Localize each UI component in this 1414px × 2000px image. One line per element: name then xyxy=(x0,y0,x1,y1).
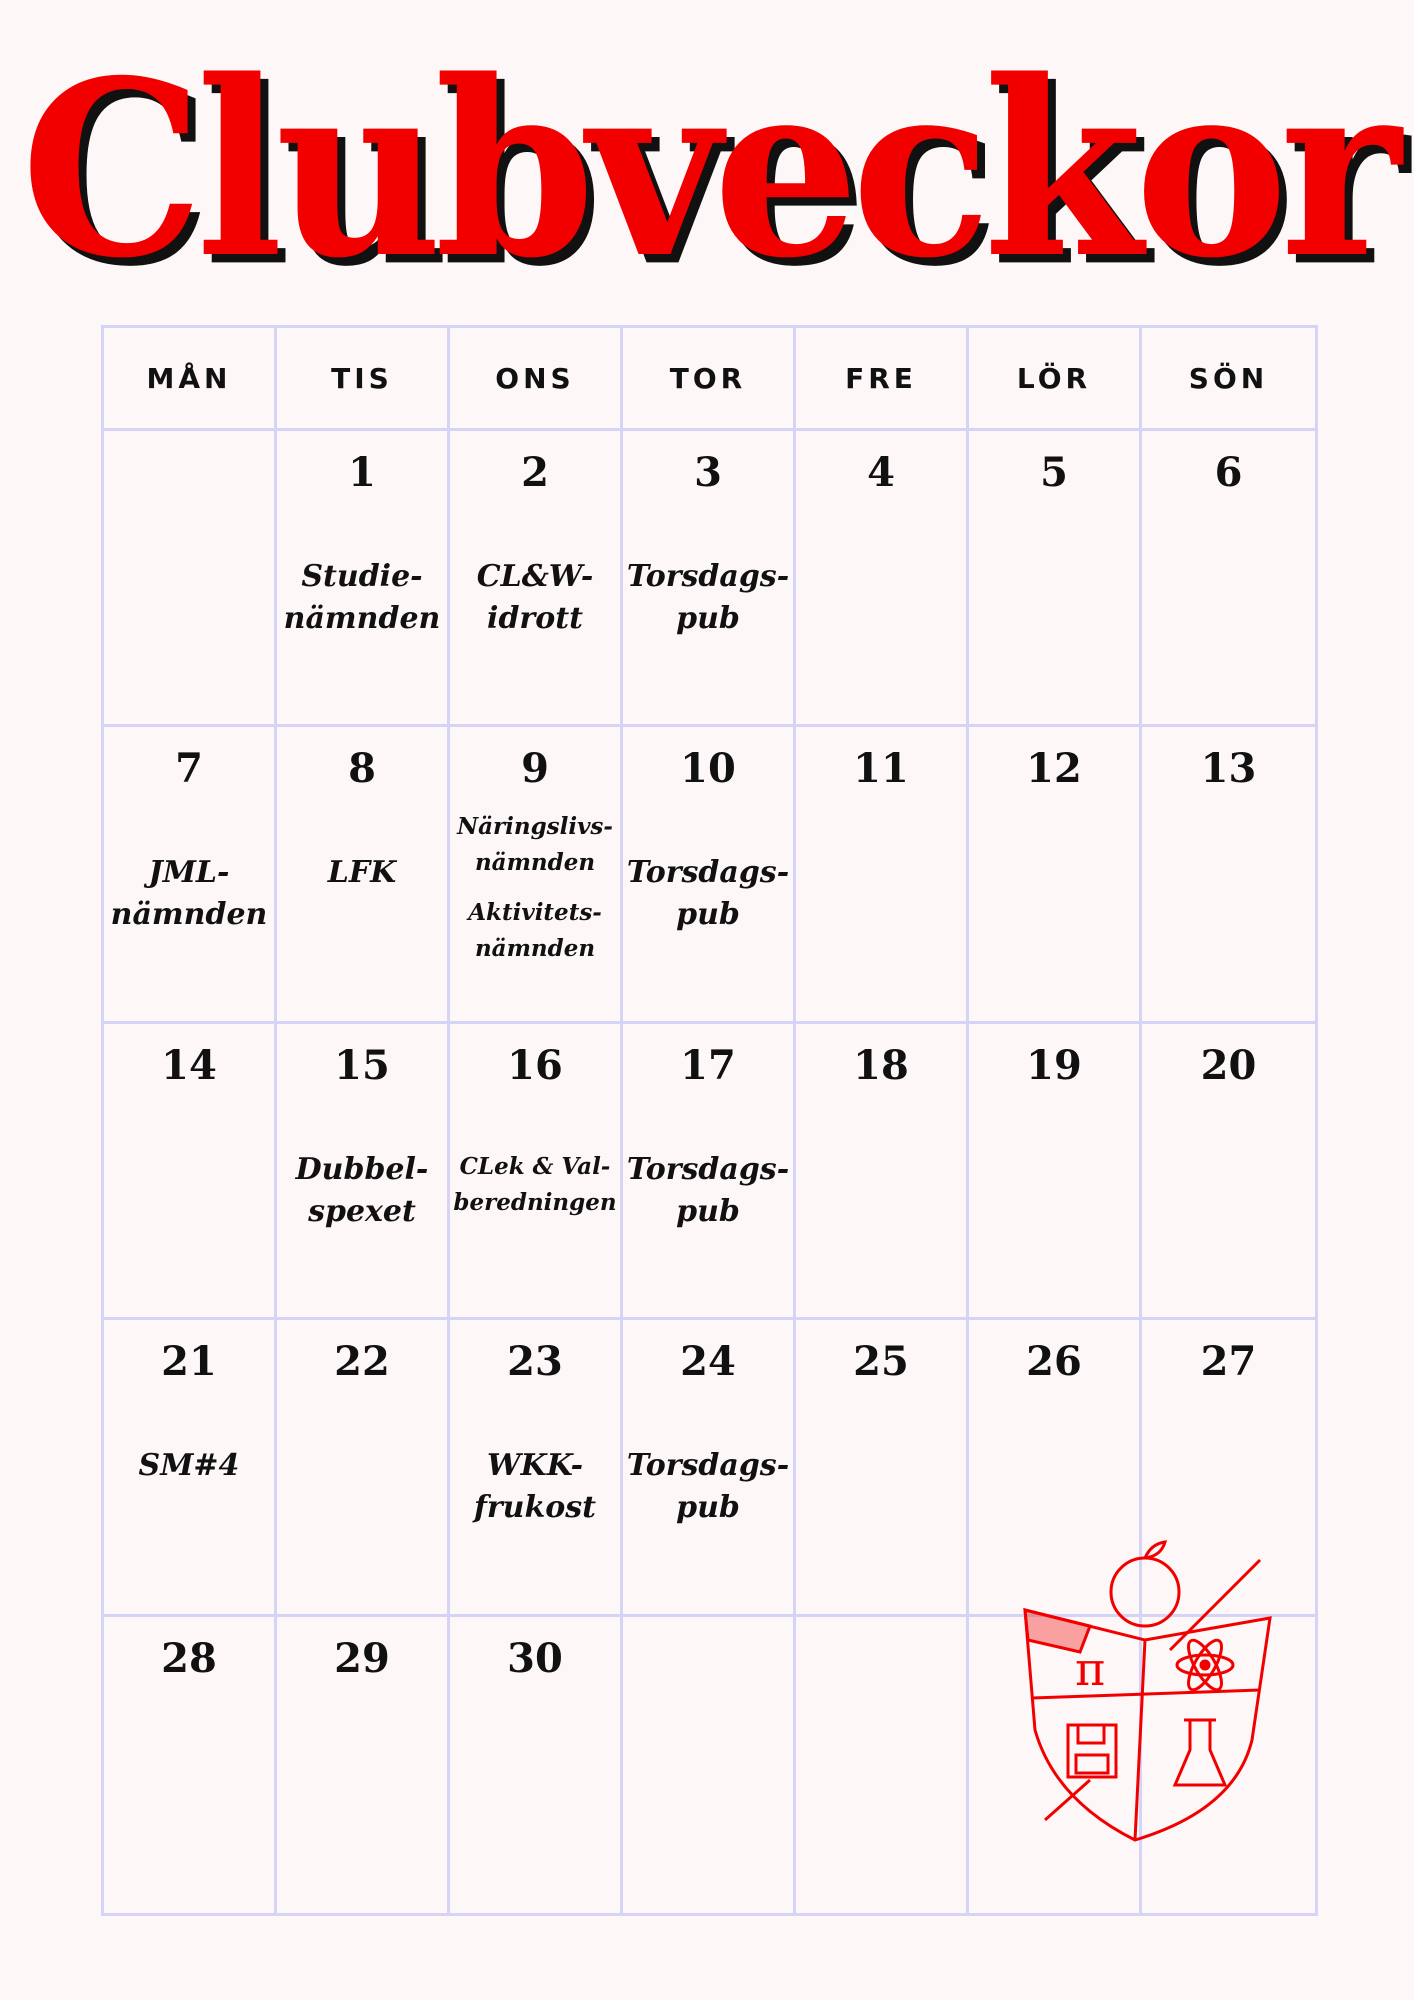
day-number: 16 xyxy=(507,1041,563,1089)
day-number: 5 xyxy=(1040,449,1068,496)
day-cell[interactable] xyxy=(1142,727,1315,1023)
day-cell[interactable] xyxy=(450,1024,623,1320)
event-list xyxy=(623,556,793,640)
day-number: 7 xyxy=(175,745,203,793)
day-cell[interactable] xyxy=(623,727,796,1023)
event-label: LFK xyxy=(327,855,397,891)
day-cell[interactable] xyxy=(104,1320,277,1616)
day-cell[interactable] xyxy=(450,1320,623,1616)
pencil-icon xyxy=(1170,1560,1260,1650)
event-label: Näringslivs- nämnden xyxy=(457,813,613,877)
day-cell[interactable] xyxy=(277,1617,450,1913)
flask-icon xyxy=(1175,1720,1225,1785)
event-list xyxy=(623,852,793,936)
day-cell[interactable] xyxy=(450,431,623,727)
pi-icon: π xyxy=(1075,1642,1106,1696)
day-cell[interactable] xyxy=(623,1024,796,1320)
weekday-header: LÖR xyxy=(969,328,1142,431)
day-cell[interactable] xyxy=(623,431,796,727)
event-list xyxy=(277,556,447,640)
day-number: 25 xyxy=(853,1338,909,1386)
floppy-disk-icon xyxy=(1068,1725,1116,1777)
page-title: Clubveckor xyxy=(20,28,1394,312)
weekday-header: TIS xyxy=(277,328,450,431)
event-list xyxy=(104,1445,274,1487)
day-number: 15 xyxy=(334,1041,390,1089)
day-cell[interactable] xyxy=(969,431,1142,727)
day-cell[interactable] xyxy=(277,727,450,1023)
day-cell[interactable] xyxy=(623,1320,796,1616)
day-cell[interactable] xyxy=(796,1320,969,1616)
event-label: JML- nämnden xyxy=(110,855,268,933)
day-number: 23 xyxy=(507,1338,563,1386)
crest-icon xyxy=(1020,1540,1290,1850)
day-number: 2 xyxy=(521,449,549,496)
day-number: 30 xyxy=(507,1634,563,1682)
day-number: 20 xyxy=(1200,1041,1257,1089)
event-label: Aktivitets- nämnden xyxy=(468,899,602,963)
day-cell[interactable] xyxy=(277,431,450,727)
day-number: 26 xyxy=(1026,1338,1082,1386)
day-number: 22 xyxy=(334,1338,390,1386)
apple-icon xyxy=(1111,1558,1179,1626)
day-cell[interactable] xyxy=(104,727,277,1023)
shield-divider-h xyxy=(1032,1690,1260,1698)
day-number: 17 xyxy=(680,1041,736,1089)
day-number: 19 xyxy=(1026,1041,1082,1089)
weekday-header: MÅN xyxy=(104,328,277,431)
day-cell[interactable] xyxy=(796,1024,969,1320)
event-label: CL&W- idrott xyxy=(476,559,594,636)
event-list xyxy=(623,1445,793,1529)
event-list xyxy=(450,809,620,967)
day-number: 11 xyxy=(853,745,909,793)
day-number: 9 xyxy=(521,745,549,793)
day-cell[interactable] xyxy=(623,1617,796,1913)
weekday-header: SÖN xyxy=(1142,328,1315,431)
event-list xyxy=(104,852,274,936)
day-number: 18 xyxy=(853,1041,909,1089)
day-cell[interactable] xyxy=(1142,1024,1315,1320)
day-cell[interactable] xyxy=(450,1617,623,1913)
event-list xyxy=(277,1149,447,1233)
day-cell[interactable] xyxy=(104,1024,277,1320)
day-number: 3 xyxy=(694,449,722,496)
day-number: 10 xyxy=(680,745,736,793)
day-number: 4 xyxy=(867,449,895,496)
event-list xyxy=(623,1149,793,1233)
day-cell[interactable] xyxy=(969,1024,1142,1320)
day-cell[interactable] xyxy=(277,1320,450,1616)
day-cell[interactable] xyxy=(104,1617,277,1913)
day-number: 29 xyxy=(334,1634,390,1682)
title-banner xyxy=(0,20,1414,320)
pencil-tail-icon xyxy=(1045,1780,1090,1820)
day-cell[interactable] xyxy=(277,1024,450,1320)
day-cell[interactable] xyxy=(1142,431,1315,727)
day-number: 1 xyxy=(348,449,376,496)
event-label: Torsdags- pub xyxy=(626,1448,790,1526)
day-cell[interactable] xyxy=(104,431,277,727)
day-number: 6 xyxy=(1214,449,1243,496)
event-list xyxy=(277,852,447,894)
day-number: 21 xyxy=(161,1338,217,1386)
day-cell[interactable] xyxy=(969,727,1142,1023)
event-label: Torsdags- pub xyxy=(626,1151,790,1229)
event-list xyxy=(450,556,620,640)
event-label: Torsdags- pub xyxy=(626,855,790,933)
day-number: 27 xyxy=(1200,1338,1257,1386)
weekday-header: FRE xyxy=(796,328,969,431)
event-label: Dubbel- spexet xyxy=(295,1151,429,1229)
event-label: Torsdags- pub xyxy=(626,559,790,636)
day-number: 24 xyxy=(680,1338,736,1386)
day-number: 14 xyxy=(161,1041,217,1089)
day-number: 8 xyxy=(348,745,376,793)
day-cell[interactable] xyxy=(796,1617,969,1913)
day-number: 12 xyxy=(1026,745,1082,793)
event-list xyxy=(450,1445,620,1529)
event-label: WKK- frukost xyxy=(473,1448,597,1526)
shield-divider-v xyxy=(1135,1640,1145,1840)
day-cell[interactable] xyxy=(796,431,969,727)
weekday-header: TOR xyxy=(623,328,796,431)
day-number: 13 xyxy=(1200,745,1257,793)
weekday-header: ONS xyxy=(450,328,623,431)
day-cell[interactable] xyxy=(796,727,969,1023)
apple-leaf-icon xyxy=(1145,1542,1165,1558)
atom-icon xyxy=(1177,1636,1233,1694)
event-label: Studie- nämnden xyxy=(283,559,441,636)
day-number: 28 xyxy=(161,1634,217,1682)
day-cell[interactable] xyxy=(450,727,623,1023)
event-list xyxy=(450,1149,620,1221)
event-label: CLek & Val- beredningen xyxy=(453,1152,617,1216)
event-label: SM#4 xyxy=(138,1448,240,1484)
